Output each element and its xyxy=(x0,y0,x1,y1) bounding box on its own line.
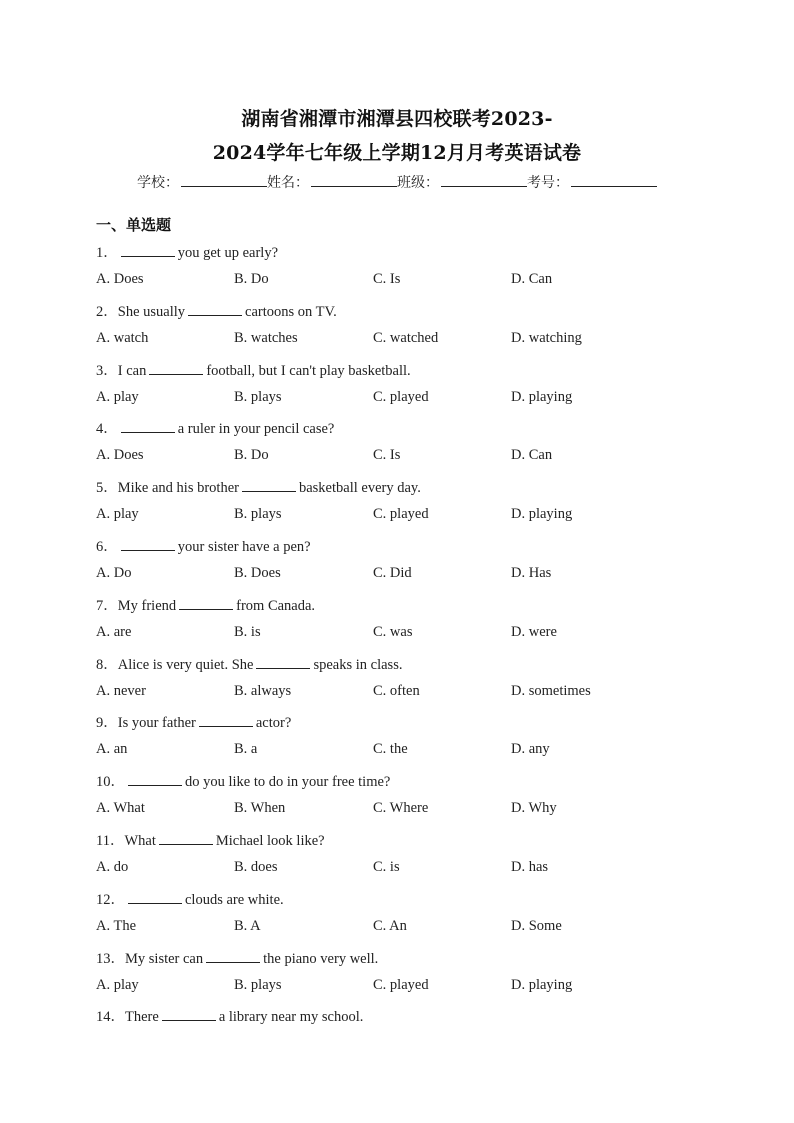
question-number: 13． xyxy=(96,950,125,967)
school-blank[interactable] xyxy=(181,173,267,187)
option-c[interactable]: C. watched xyxy=(373,329,439,346)
option-c[interactable]: C. Did xyxy=(373,565,412,581)
question-4 xyxy=(96,417,334,438)
option-d[interactable]: D. playing xyxy=(511,506,573,523)
question-14 xyxy=(96,1005,363,1026)
option-c[interactable]: C. often xyxy=(373,682,420,699)
option-a[interactable]: A. do xyxy=(96,859,129,875)
option-d[interactable]: D. Why xyxy=(511,800,557,817)
question-text-before: She usually xyxy=(117,303,186,320)
answer-blank[interactable] xyxy=(121,244,175,257)
answer-blank[interactable] xyxy=(206,950,260,963)
question-text-after: actor? xyxy=(255,715,292,732)
option-a[interactable]: A. What xyxy=(96,800,145,817)
question-text-after: a library near my school. xyxy=(218,1009,364,1026)
question-text-after: a ruler in your pencil case? xyxy=(177,421,335,438)
option-c[interactable]: C. is xyxy=(373,859,400,875)
option-c[interactable]: C. played xyxy=(373,976,429,993)
option-c[interactable]: C. Where xyxy=(373,800,429,817)
name-blank[interactable] xyxy=(311,173,397,187)
option-d[interactable]: D. sometimes xyxy=(511,682,591,699)
option-d[interactable]: D. Can xyxy=(511,447,553,464)
option-c[interactable]: C. was xyxy=(373,623,413,640)
answer-blank[interactable] xyxy=(179,597,233,610)
question-text-after: clouds are white. xyxy=(185,891,284,908)
answer-blank[interactable] xyxy=(162,1008,216,1021)
answer-blank[interactable] xyxy=(128,773,182,786)
question-text-before: There xyxy=(125,1009,159,1026)
option-b[interactable]: B. watches xyxy=(234,329,298,346)
question-number: 11． xyxy=(96,833,125,849)
option-a[interactable]: A. play xyxy=(96,976,139,993)
option-b[interactable]: B. Do xyxy=(234,447,269,464)
question-text-after: cartoons on TV. xyxy=(245,303,337,320)
option-b[interactable]: B. plays xyxy=(234,506,282,523)
question-text-after: basketball every day. xyxy=(298,480,421,497)
option-d[interactable]: D. has xyxy=(511,859,549,875)
school-field[interactable] xyxy=(137,172,267,192)
option-b[interactable]: B. A xyxy=(234,917,261,934)
question-number: 1． xyxy=(96,245,118,261)
option-b[interactable]: B. plays xyxy=(234,976,282,993)
school-label: 学校： xyxy=(137,175,179,191)
question-text-before: My sister can xyxy=(125,950,204,967)
option-c[interactable]: C. played xyxy=(373,506,429,523)
answer-blank[interactable] xyxy=(199,714,253,727)
option-b[interactable]: B. Do xyxy=(234,271,269,287)
question-11 xyxy=(96,829,325,850)
option-b[interactable]: B. Does xyxy=(234,565,281,581)
option-d[interactable]: D. any xyxy=(511,741,550,758)
class-blank[interactable] xyxy=(441,173,527,187)
answer-blank[interactable] xyxy=(149,362,203,375)
question-text-after: your sister have a pen? xyxy=(177,539,311,555)
question-5 xyxy=(96,476,421,497)
answer-blank[interactable] xyxy=(121,538,175,551)
option-c[interactable]: C. played xyxy=(373,388,429,405)
question-text-before: Is your father xyxy=(117,715,196,732)
question-number: 5． xyxy=(96,480,118,497)
option-a[interactable]: A. Does xyxy=(96,271,144,287)
question-number: 6． xyxy=(96,539,118,555)
question-13 xyxy=(96,947,378,968)
question-text-before: My friend xyxy=(117,597,177,614)
question-8 xyxy=(96,653,402,674)
option-a[interactable]: A. Do xyxy=(96,565,132,581)
answer-blank[interactable] xyxy=(159,832,213,845)
question-9 xyxy=(96,711,291,732)
question-number: 7． xyxy=(96,597,118,614)
option-b[interactable]: B. plays xyxy=(234,388,282,405)
option-a[interactable]: A. The xyxy=(96,917,137,934)
student-info-line xyxy=(0,172,794,192)
question-text-after: do you like to do in your free time? xyxy=(185,774,391,791)
option-d[interactable]: D. Can xyxy=(511,271,553,287)
question-3 xyxy=(96,359,411,380)
question-number: 4． xyxy=(96,421,118,438)
exam-title-line2: 2024学年七年级上学期12月月考英语试卷 xyxy=(212,142,582,164)
question-text-before: What xyxy=(124,833,156,849)
question-text-before: I can xyxy=(117,362,147,379)
option-c[interactable]: C. Is xyxy=(373,271,401,287)
answer-blank[interactable] xyxy=(188,303,242,316)
question-12 xyxy=(96,888,284,909)
question-10 xyxy=(96,770,390,791)
question-2 xyxy=(96,300,337,321)
question-number: 3． xyxy=(96,362,118,379)
question-number: 8． xyxy=(96,656,118,673)
option-b[interactable]: B. does xyxy=(234,859,278,875)
option-d[interactable]: D. Has xyxy=(511,565,552,581)
option-d[interactable]: D. playing xyxy=(511,388,573,405)
option-d[interactable]: D. watching xyxy=(511,329,582,346)
answer-blank[interactable] xyxy=(256,656,310,669)
exam-title-line1: 湖南省湘潭市湘潭县四校联考2023- xyxy=(241,108,553,130)
option-d[interactable]: D. were xyxy=(511,623,557,640)
question-6 xyxy=(96,535,311,556)
question-number: 2． xyxy=(96,303,118,320)
exam-number-field[interactable] xyxy=(527,172,657,192)
section-title: 一、单选题 xyxy=(96,216,172,234)
option-b[interactable]: B. a xyxy=(234,741,258,758)
answer-blank[interactable] xyxy=(242,479,296,492)
option-a[interactable]: A. play xyxy=(96,388,139,405)
question-number: 12． xyxy=(96,891,125,908)
option-b[interactable]: B. always xyxy=(234,682,292,699)
question-text-after: Michael look like? xyxy=(215,833,325,849)
question-number: 10． xyxy=(96,774,125,791)
option-d[interactable]: D. Some xyxy=(511,917,562,934)
option-c[interactable]: C. An xyxy=(373,917,407,934)
exam-number-blank[interactable] xyxy=(571,173,657,187)
option-d[interactable]: D. playing xyxy=(511,976,573,993)
class-field[interactable] xyxy=(397,172,527,192)
option-a[interactable]: A. play xyxy=(96,506,139,523)
question-text-before: Alice is very quiet. She xyxy=(117,656,254,673)
question-text-after: from Canada. xyxy=(236,597,316,614)
name-field[interactable] xyxy=(267,172,397,192)
name-label: 姓名： xyxy=(267,175,309,191)
option-a[interactable]: A. are xyxy=(96,623,132,640)
question-1 xyxy=(96,241,278,262)
question-text-before: Mike and his brother xyxy=(117,480,239,497)
question-text-after: football, but I can't play basketball. xyxy=(206,362,411,379)
question-text-after: the piano very well. xyxy=(263,950,379,967)
option-a[interactable]: A. an xyxy=(96,741,128,758)
option-a[interactable]: A. never xyxy=(96,682,146,699)
class-label: 班级： xyxy=(397,175,439,191)
question-text-after: speaks in class. xyxy=(313,656,403,673)
option-b[interactable]: B. is xyxy=(234,623,261,640)
option-a[interactable]: A. watch xyxy=(96,329,149,346)
question-number: 9． xyxy=(96,715,118,732)
answer-blank[interactable] xyxy=(128,891,182,904)
question-text-after: you get up early? xyxy=(177,245,279,261)
question-number: 14． xyxy=(96,1009,125,1026)
exam-number-label: 考号： xyxy=(527,175,569,191)
option-a[interactable]: A. Does xyxy=(96,447,144,464)
option-c[interactable]: C. Is xyxy=(373,447,401,464)
option-b[interactable]: B. When xyxy=(234,800,286,817)
question-7 xyxy=(96,594,315,615)
answer-blank[interactable] xyxy=(121,420,175,433)
option-c[interactable]: C. the xyxy=(373,741,408,758)
